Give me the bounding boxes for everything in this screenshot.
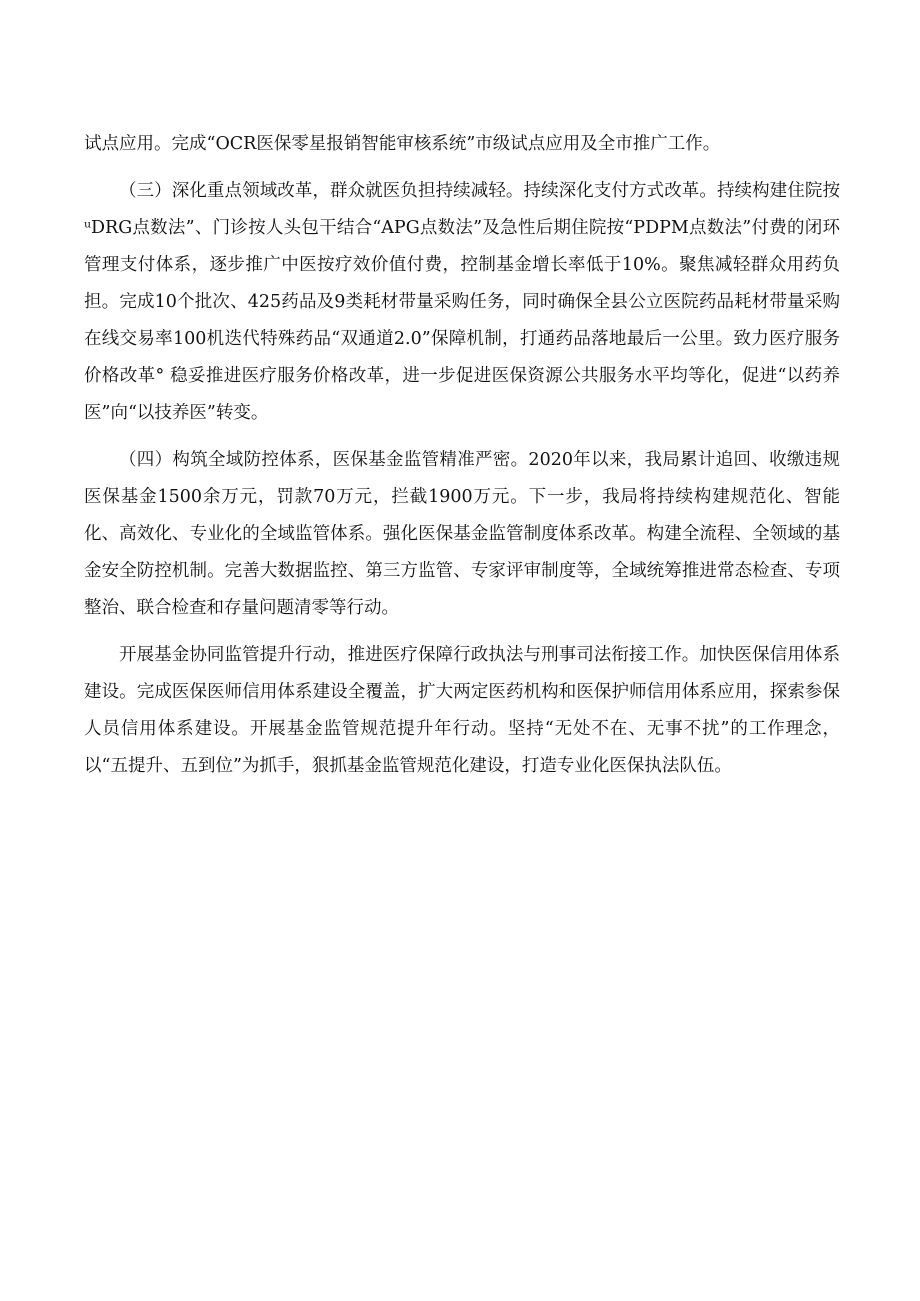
paragraph-fund-supervision: 开展基金协同监管提升行动，推进医疗保障行政执法与刑事司法衔接工作。加快医保信用体系建设。完成医保医师信用体系建设全覆盖，扩大两定医药机构和医保护师信用体系应用，探索参保人员信用体系建设。开展基金监管规范提升年行动。坚持“无处不在、无事不扰”的工作理念，以“五提升、五到位”为抓手，狠抓基金监管规范化建设，打造专业化医保执法队伍。 <box>84 645 840 776</box>
paragraph-continuation: 试点应用。完成“OCR医保零星报销智能审核系统”市级试点应用及全市推广工作。 <box>84 134 721 154</box>
document-body <box>84 126 840 795</box>
paragraph-section-four: （四）构筑全域防控体系，医保基金监管精准严密。2020年以来，我局累计追回、收缴违规医保基金1500余万元，罚款70万元，拦截1900万元。下一步，我局将持续构建规范化、智能化、高效化、专业化的全域监管体系。强化医保基金监管制度体系改革。构建全流程、全领域的基金安全防控机制。完善大数据监控、第三方监管、专家评审制度等，全域统筹推进常态检查、专项整治、联合检查和存量问题清零等行动。 <box>84 450 840 618</box>
paragraph-section-three: （三）深化重点领域改革，群众就医负担持续减轻。持续深化支付方式改革。持续构建住院按ᵘDRG点数法”、门诊按人头包干结合“APG点数法”及急性后期住院按“PDPM点数法”付费的闭环管理支付体系，逐步推广中医按疗效价值付费，控制基金增长率低于10%。聚焦减轻群众用药负担。完成10个批次、425药品及9类耗材带量采购任务，同时确保全县公立医院药品耗材带量采购在线交易率100机迭代特殊药品“双通道2.0”保障机制，打通药品落地最后一公里。致力医疗服务价格改革° 稳妥推进医疗服务价格改革，进一步促进医保资源公共服务水平均等化，促进“以药养医”向“以技养医”转变。 <box>84 181 840 423</box>
